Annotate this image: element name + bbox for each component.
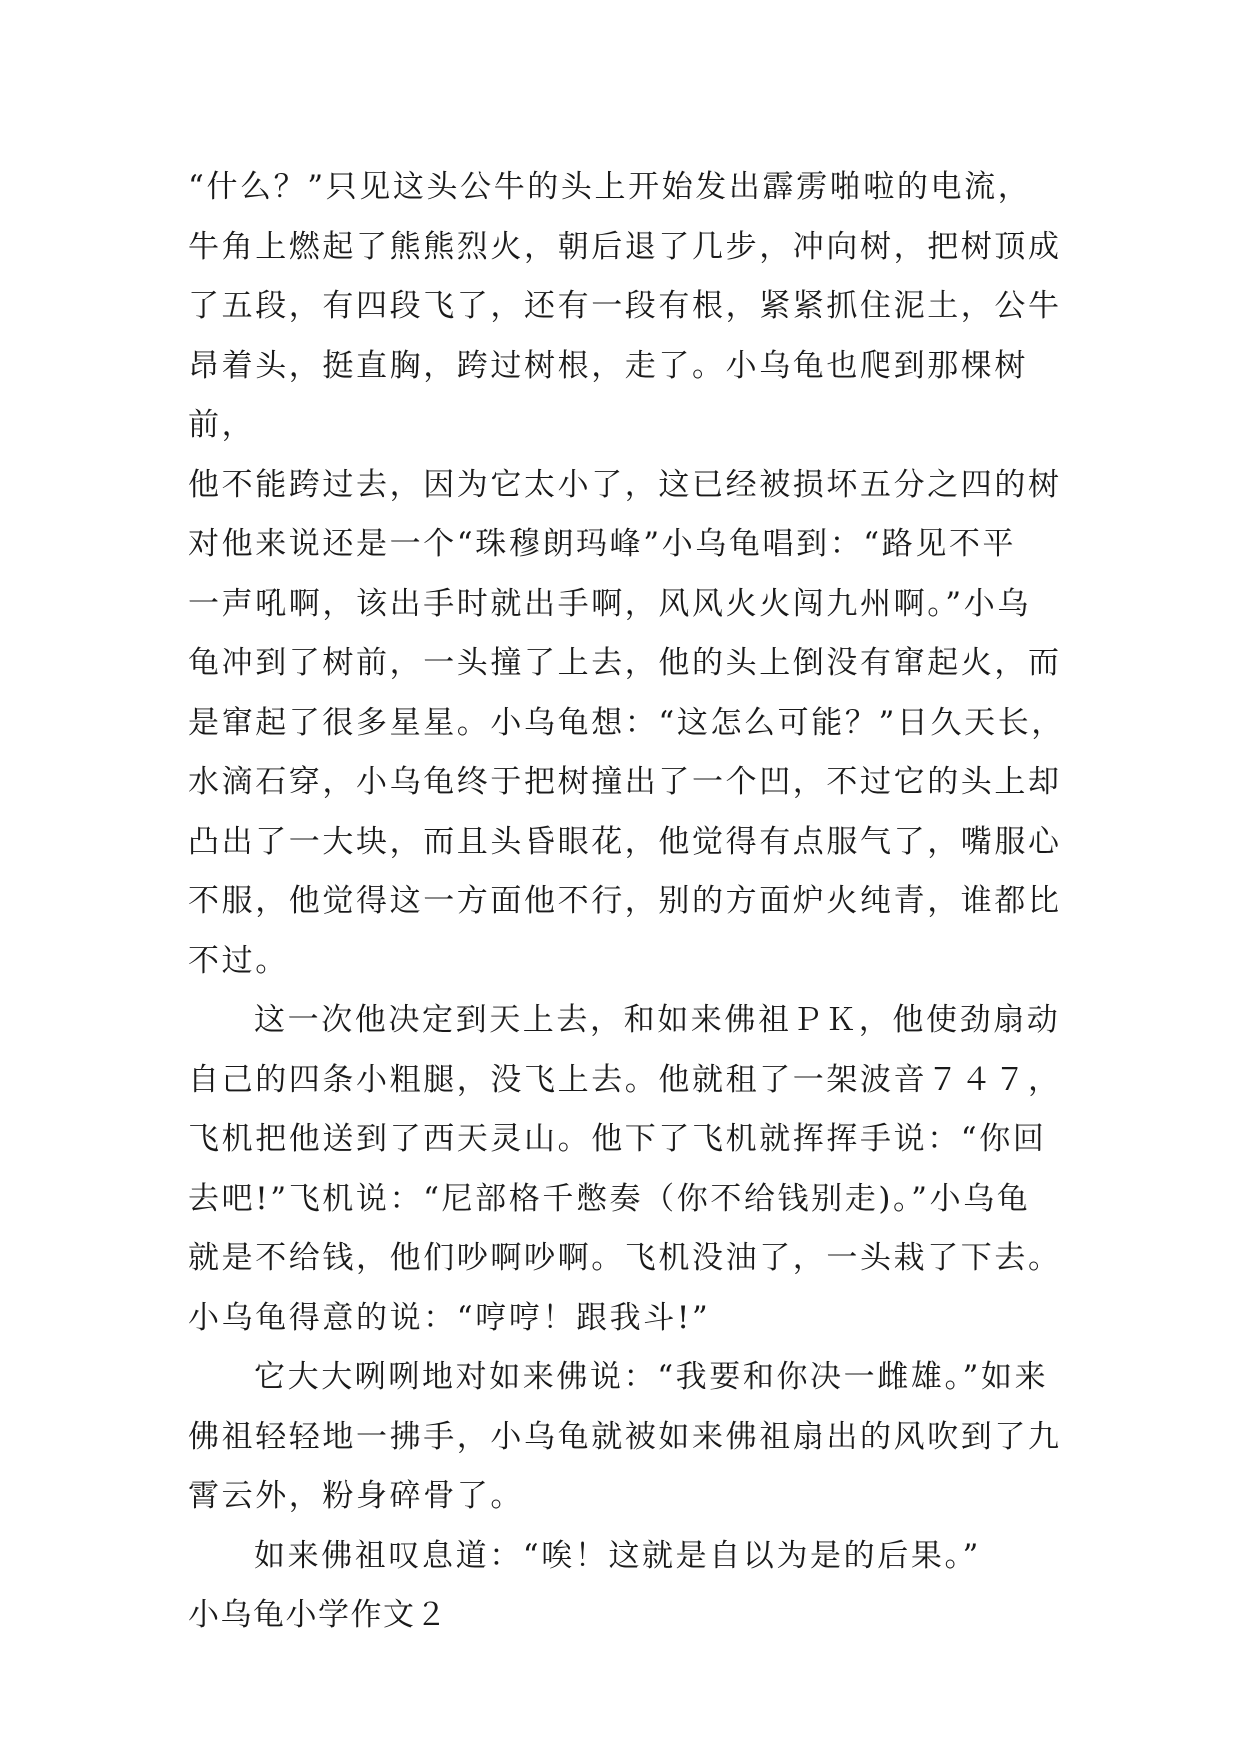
paragraph-4: 如来佛祖叹息道：“唉！这就是自以为是的后果。” [254, 1537, 981, 1574]
paragraph-3: 它大大咧咧地对如来佛说：“我要和你决一雌雄。”如来 佛祖轻轻地一拂手，小乌龟就被如来佛祖扇出的风吹到了九 霄云外，粉身碎骨了。 [188, 1359, 1062, 1514]
section-title: 小乌龟小学作文２ [188, 1597, 448, 1633]
paragraph-1: “什么？”只见这头公牛的头上开始发出霹雳啪啦的电流， 牛角上燃起了熊熊烈火，朝后退了几步，冲向树，把树顶成 了五段，有四段飞了，还有一段有根，紧紧抓住泥土，公牛 昂着头，挺直胸，跨过树根，走了。小乌龟也爬到那棵树前， 他不能跨过去，因为它太小了，这已经被损坏五分之四的树 对他来说还是一个“珠穆朗玛峰”小乌龟唱到：“路见不平 一声吼啊，该出手时就出手啊，风风火火闯九州啊。”小乌 龟冲到了树前，一头撞了上去，他的头上倒没有窜起火，而 是窜起了很多星星。小乌龟想：“这怎么可能？”日久天长， 水滴石穿，小乌龟终于把树撞出了一个凹，不过它的头上却 凸出了一大块，而且头昏眼花，他觉得有点服气了，嘴服心 不服，他觉得这一方面他不行，别的方面炉火纯青，谁都比 不过。 [188, 169, 1065, 979]
paragraph-2: 这一次他决定到天上去，和如来佛祖ＰＫ，他使劲扇动 自己的四条小粗腿，没飞上去。他就租了一架波音７４７， 飞机把他送到了西天灵山。他下了飞机就挥挥手说：“你回 去吧!”飞机说：“尼部格千憋奏（你不给钱别走)。”小乌龟 就是不给钱，他们吵啊吵啊。飞机没油了，一头栽了下去。 小乌龟得意的说：“哼哼！跟我斗!” [188, 1002, 1062, 1336]
document-body [188, 158, 1068, 1646]
